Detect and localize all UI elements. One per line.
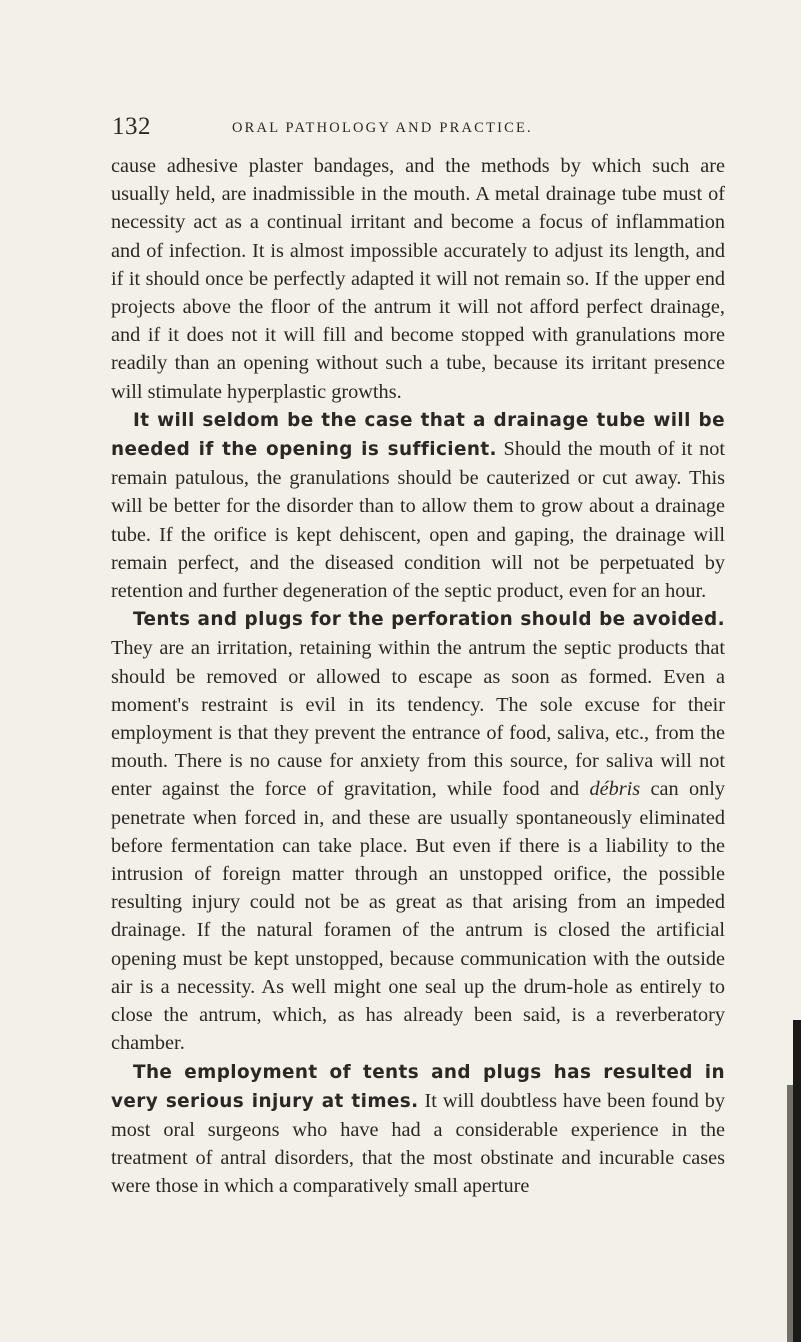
- paragraph-2-text: Should the mouth of it not remain patulous, the granulations should be cauterized or cut away. This will be better for the disorder than to allow them to grow about a drainage tube. If the orifice is kept dehiscent, open and gaping, the drainage will remain perfect, and the diseased condition will not be perpetuated by retention and further degeneration of the septic product, even for an hour.: [111, 438, 725, 603]
- paragraph-3-text-continued: can only penetrate when forced in, and these are usually spontaneously eliminated before fermentation can take place. But even if there is a liability to the intrusion of foreign matter through an unstopped orifice, the possible resulting injury could not be as great as that arising from an impeded drainage. If the natural foramen of the antrum is closed the artificial opening must be kept unstopped, because communication with the outside air is a necessity. As well might one seal up the drum-hole as entirely to close the antrum, which, as has already been said, is a reverberatory chamber.: [111, 778, 725, 1055]
- paragraph-3: [111, 605, 725, 1057]
- paragraph-3-italic-term: débris: [589, 778, 641, 801]
- paragraph-2-lead: It will seldom be the case that a drainage tube will be needed if the opening is sufficient.: [111, 409, 725, 461]
- paragraph-1: [111, 152, 725, 406]
- paragraph-1-text: cause adhesive plaster bandages, and the methods by which such are usually held, are inadmissible in the mouth. A metal drainage tube must of necessity act as a continual irritant and become a focus of inflammation and of infection. It is almost impossible accurately to adjust its length, and if it should once be perfectly adapted it will not remain so. If the upper end projects above the floor of the antrum it will not afford perfect drainage, and if it does not it will fill and become stopped with granulations more readily than an opening without such a tube, because its irritant presence will stimulate hyperplastic growths.: [111, 155, 725, 403]
- paragraph-3-text: They are an irritation, retaining within the antrum the septic products that should be removed or allowed to escape as soon as formed. Even a moment's restraint is evil in its tendency. The sole excuse for their employment is that they prevent the entrance of food, saliva, etc., from the mouth. There is no cause for anxiety from this source, for saliva will not enter against the force of gravitation, while food and: [111, 637, 725, 801]
- paragraph-4-lead: The employment of tents and plugs has resulted in very serious injury at times.: [111, 1061, 725, 1112]
- paragraph-3-lead: Tents and plugs for the perforation should be avoided.: [133, 609, 725, 631]
- body-text: [111, 152, 725, 1201]
- paragraph-4: [111, 1058, 725, 1201]
- page-number: 132: [112, 113, 151, 140]
- running-header: [112, 112, 722, 146]
- running-title: ORAL PATHOLOGY AND PRACTICE.: [232, 120, 533, 136]
- paragraph-2: [111, 406, 725, 605]
- paragraph-4-text: It will doubtless have been found by most oral surgeons who have had a considerable experience in the treatment of antral disorders, that the most obstinate and incurable cases were those in which a comparatively small aperture: [111, 1089, 725, 1198]
- page-edge-shadow-inner: [787, 1085, 801, 1342]
